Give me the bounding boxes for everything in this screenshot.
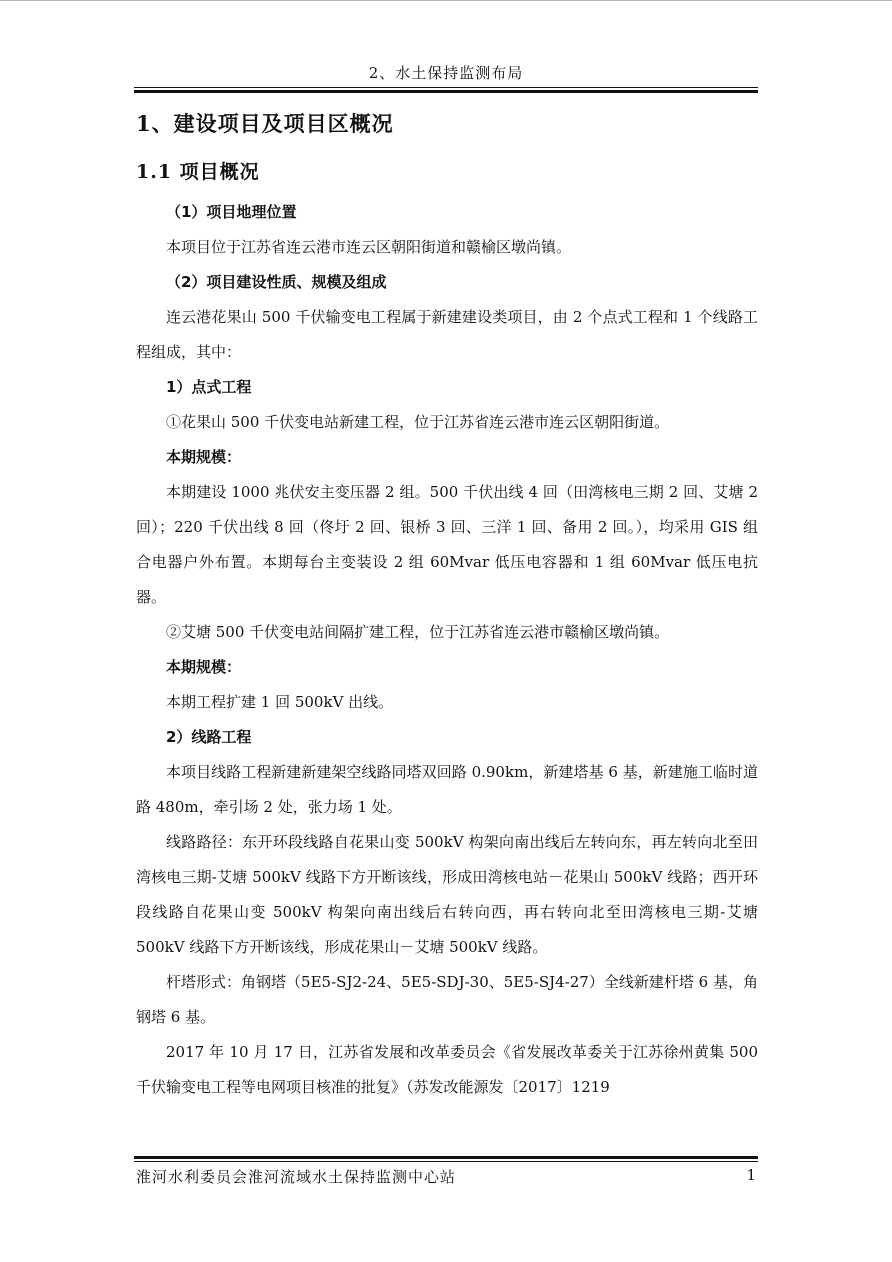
header-rule-thin (134, 87, 758, 88)
paragraph-heading: 本期规模： (166, 658, 242, 676)
section-heading: 1、建设项目及项目区概况 (136, 111, 394, 136)
body-paragraph: 本期工程扩建 1 回 500kV 出线。 (166, 693, 394, 711)
body-paragraph: 本项目线路工程新建新建架空线路同塔双回路 0.90km，新建塔基 6 基，新建施工临时道路 480m，牵引场 2 处，张力场 1 处。 (136, 763, 758, 816)
paragraph-heading: （1）项目地理位置 (166, 203, 297, 221)
body-paragraph: 本期建设 1000 兆伏安主变压器 2 组。500 千伏出线 4 回（田湾核电三期 2 回、艾塘 2 回）；220 千伏出线 8 回（佟圩 2 回、银桥 3 回、三洋 1 回、备用 2 回。），均采用 GIS 组合电器户外布置。本期每台主变装设 2 组 60Mvar 低压电容器和 1 组 60Mvar 低压电抗器。 (136, 483, 758, 606)
running-header: 2、水土保持监测布局 (368, 64, 524, 82)
paragraph-heading: 本期规模： (166, 448, 242, 466)
body-paragraph: 连云港花果山 500 千伏输变电工程属于新建建设类项目，由 2 个点式工程和 1 个线路工程组成，其中： (136, 308, 758, 361)
body-paragraph: 线路路径：东开环段线路自花果山变 500kV 构架向南出线后左转向东，再左转向北至田湾核电三期-艾塘 500kV 线路下方开断该线，形成田湾核电站－花果山 500kV 线路；西开环段线路自花果山变 500kV 构架向南出线后右转向西，再右转向北至田湾核电三期-艾塘 500kV 线路下方开断该线，形成花果山－艾塘 500kV 线路。 (136, 833, 758, 956)
body-paragraph: 杆塔形式：角钢塔（5E5-SJ2-24、5E5-SDJ-30、5E5-SJ4-27）全线新建杆塔 6 基，角钢塔 6 基。 (136, 973, 758, 1026)
paragraph-heading: （2）项目建设性质、规模及组成 (166, 273, 387, 291)
body-paragraph: ①花果山 500 千伏变电站新建工程，位于江苏省连云港市连云区朝阳街道。 (166, 413, 670, 431)
paragraph-heading: 1）点式工程 (166, 378, 252, 396)
page-top-border (0, 0, 892, 1)
footer-rule-thick (134, 1156, 758, 1159)
body-paragraph: ②艾塘 500 千伏变电站间隔扩建工程，位于江苏省连云港市赣榆区墩尚镇。 (166, 623, 670, 641)
document-body (136, 195, 758, 1105)
footer-organization: 淮河水利委员会淮河流域水土保持监测中心站 (136, 1168, 457, 1186)
header-rule-thick (134, 90, 758, 93)
paragraph-heading: 2）线路工程 (166, 728, 252, 746)
body-paragraph: 2017 年 10 月 17 日，江苏省发展和改革委员会《省发展改革委关于江苏徐州黄集 500 千伏输变电工程等电网项目核准的批复》（苏发改能源发〔2017〕1219 (136, 1043, 758, 1096)
body-paragraph: 本项目位于江苏省连云港市连云区朝阳街道和赣榆区墩尚镇。 (166, 238, 572, 256)
footer-rule-thin (134, 1161, 758, 1162)
subsection-heading: 1.1 项目概况 (136, 161, 260, 183)
page-number: 1 (746, 1166, 756, 1184)
